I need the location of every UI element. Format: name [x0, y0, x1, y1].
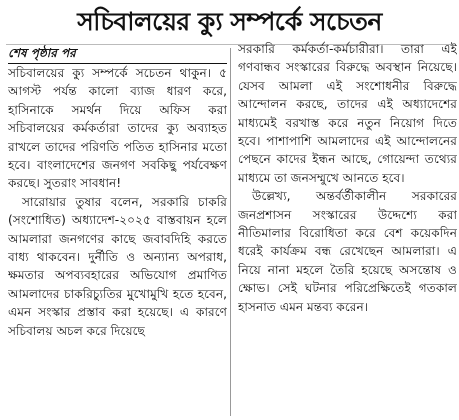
right-paragraph-1: সরকারি কর্মকর্তা-কর্মচারীরা। তারা এই গণবান্ধব সংস্কারের বিরুদ্ধে অবস্থান নিয়েছে। যেসব আমলা এই সংশোধনীর বিরুদ্ধে আন্দোলন করছে, তাদের এই অধ্যাদেশের মাধ্যমেই বরখাস্ত করে নতুন নিয়োগ দিতে হবে। পাশাপাশি আমলাদের এই আন্দোলনের পেছনে কাদের ইন্ধন আছে, গোয়েন্দা তথ্যের মাধ্যমে তা জনসম্মুখে আনতে হবে। — [238, 42, 457, 185]
article-headline: সচিবালয়ের ক্যু সম্পর্কে সচেতন — [77, 7, 382, 36]
left-paragraph-1: সচিবালয়ের ক্যু সম্পর্কে সচেতন থাকুন। ৫ আগস্ট পর্যন্ত কালো ব্যাজ ধারণ করে, হাসিনাকে সমর্থন দিয়ে অফিস করা সচিবালয়ের কর্মকর্তারা তাদের ক্যু অব্যাহত রাখলে তাদের পরিণতি পতিত হাসিনার মতো হবে। বাংলাদেশের জনগণ সবকিছু পর্যবেক্ষণ করছে। সুতরাং সাবধান! — [8, 66, 227, 191]
left-paragraph-2: সারোয়ার তুষার বলেন, সরকারি চাকরি (সংশোধিত) অধ্যাদেশ-২০২৫ বাস্তবায়ন হলে আমলারা জনগণের কাছে জবাবদিহি করতে বাধ্য থাকবেন। দুর্নীতি ও অন্যান্য অপরাধ, ক্ষমতার অপব্যবহারের অভিযোগ প্রমাণিত আমলাদের চাকরিচ্যুতির মুখোমুখি হতে হবেন, এমন সংস্কার প্রস্তাব করা হয়েছে। এ কারণে সচিবালয় অচল করে দিয়েছে — [8, 194, 227, 338]
continuation-kicker: শেষ পৃষ্ঠার পর — [8, 44, 227, 64]
column-divider — [230, 48, 231, 416]
left-column — [8, 44, 227, 418]
right-paragraph-2: উল্লেখ্য, অন্তর্বর্তীকালীন সরকারের জনপ্রশাসন সংস্কারের উদ্দেশ্যে করা নীতিমালার বিরোধিতা করে বেশ কয়েকদিন ধরেই কার্যক্রম বন্ধ রেখেছেন আমলারা। এ নিয়ে নানা মহলে তৈরি হয়েছে অসন্তোষ ও ক্ষোভ। সেই ঘটনার পরিপ্রেক্ষিতেই গতকাল হাসনাত এমন মন্তব্য করেন। — [238, 189, 457, 314]
right-column — [238, 40, 457, 414]
